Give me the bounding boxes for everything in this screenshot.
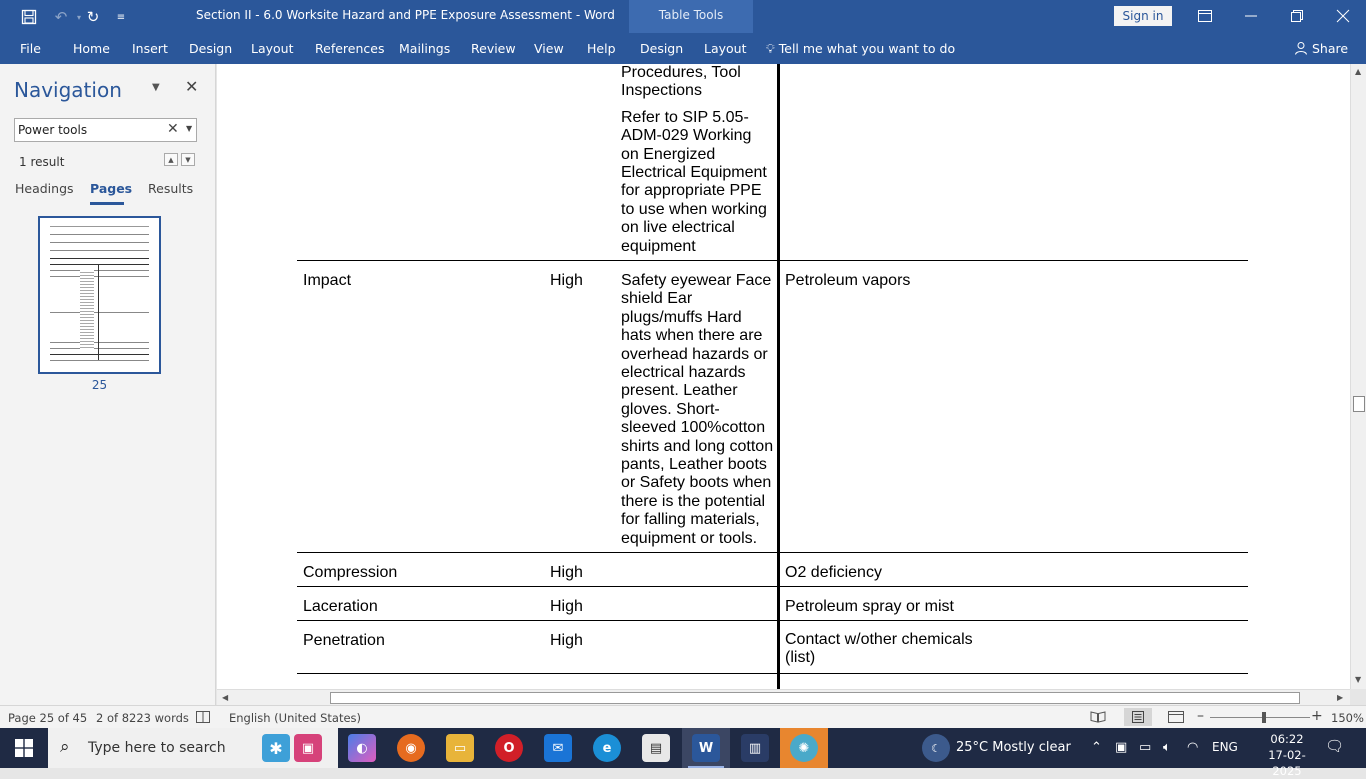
tab-view[interactable]: View [534, 41, 564, 56]
title-bar [0, 0, 1366, 33]
result-count: 1 result [19, 155, 65, 169]
navigation-pane [0, 64, 216, 705]
windows-start-icon[interactable] [0, 728, 48, 768]
lightbulb-icon: 💡︎ [766, 41, 775, 56]
scroll-left-icon[interactable]: ◀ [222, 693, 229, 702]
navigation-title: Navigation [14, 78, 122, 102]
close-pane-icon[interactable]: ✕ [185, 77, 199, 96]
table-column-border [777, 64, 780, 689]
volume-icon[interactable]: 🔈︎ [1163, 740, 1171, 755]
taskbar-search-box[interactable] [48, 728, 338, 768]
puzzle-widget-icon[interactable]: ✱ [262, 734, 290, 762]
input-language[interactable]: ENG [1212, 740, 1238, 754]
ppe-line: on live electrical [621, 219, 735, 237]
remote-desktop-icon[interactable]: ▥ [741, 734, 769, 762]
active-tab-indicator [90, 202, 124, 205]
chevron-down-icon[interactable]: ▼ [152, 82, 160, 93]
navigation-search-box[interactable] [14, 118, 197, 142]
ppe-line: for falling materials, [621, 511, 760, 529]
next-result-icon[interactable]: ▼ [181, 153, 195, 166]
exposure-cell [785, 631, 973, 668]
exposure-line: Contact w/other chemicals [785, 631, 973, 648]
search-options-dropdown-icon[interactable]: ▼ [186, 124, 193, 133]
ppe-line: hats when there are [621, 327, 763, 345]
ppe-line: present. Leather [621, 382, 738, 400]
redo-icon[interactable]: ↻ [86, 8, 100, 26]
ppe-line: on Energized [621, 145, 716, 163]
zoom-slider-track[interactable] [1210, 717, 1310, 718]
person-icon [1294, 41, 1308, 55]
ppe-line: to use when working [621, 200, 767, 218]
ppe-line: equipment or tools. [621, 529, 758, 547]
rating-cell: High [550, 598, 583, 615]
weather-text[interactable]: 25°C Mostly clear [956, 740, 1071, 755]
tab-layout[interactable]: Layout [251, 41, 294, 56]
word-icon[interactable]: W [692, 734, 720, 762]
ppe-line: shield Ear [621, 290, 693, 308]
search-icon: ⌕ [60, 737, 70, 757]
exposure-line: (list) [785, 649, 816, 667]
exposure-cell: Petroleum vapors [785, 272, 911, 289]
table-tools-label: Table Tools [658, 8, 724, 22]
document-area[interactable] [217, 64, 1350, 689]
hazard-cell: Compression [303, 564, 398, 581]
hazard-cell: Penetration [303, 632, 385, 649]
ppe-line: ADM-029 Working [621, 127, 752, 145]
game-app-icon[interactable]: ✺ [790, 734, 818, 762]
ppe-line: Safety eyewear Face [621, 272, 772, 289]
photos-widget-icon[interactable]: ▣ [294, 734, 322, 762]
ppe-line: overhead hazards or [621, 345, 768, 363]
undo-icon[interactable]: ↶ [54, 8, 68, 26]
system-clock[interactable] [1262, 731, 1312, 779]
document-page [217, 64, 1350, 689]
vertical-scroll-thumb[interactable] [1353, 396, 1365, 412]
zoom-in-icon[interactable]: + [1311, 708, 1323, 724]
active-app-indicator [688, 766, 724, 768]
thumbnail-page-number: 25 [91, 378, 108, 392]
thumbnail-content [50, 224, 149, 366]
weather-icon[interactable]: ☾ [922, 734, 950, 762]
web-layout-icon[interactable] [1168, 711, 1184, 726]
ppe-line: there is the potential [621, 492, 766, 510]
file-explorer-icon[interactable]: ▭ [446, 734, 474, 762]
language-indicator[interactable]: English (United States) [229, 711, 362, 725]
clock-time: 06:22 [1270, 732, 1304, 746]
wifi-icon[interactable]: ◠ [1187, 740, 1199, 755]
hazard-cell: Laceration [303, 598, 378, 615]
ppe-cell-continued [621, 64, 767, 256]
tab-help[interactable]: Help [587, 41, 616, 56]
ppe-line: shirts and long cotton [621, 437, 774, 455]
nav-tab-pages[interactable]: Pages [90, 181, 133, 196]
sign-in-button[interactable]: Sign in [1114, 6, 1172, 26]
notifications-icon[interactable]: 🗨︎ [1325, 737, 1345, 755]
tab-review[interactable]: Review [471, 41, 516, 56]
clock-date: 17-02-2025 [1268, 748, 1306, 778]
ppe-line: Electrical Equipment [621, 164, 767, 182]
zoom-slider-knob[interactable] [1262, 712, 1266, 723]
mail-icon[interactable]: ✉ [544, 734, 572, 762]
copilot-icon[interactable]: ◐ [348, 734, 376, 762]
page-indicator[interactable]: Page 25 of 45 [8, 711, 88, 725]
horizontal-scrollbar[interactable] [217, 689, 1350, 705]
taskbar [0, 728, 1366, 778]
battery-icon[interactable]: ▭ [1139, 740, 1152, 755]
rating-cell: High [550, 632, 583, 649]
restore-icon[interactable] [1274, 0, 1320, 32]
minimize-icon[interactable] [1228, 0, 1274, 32]
share-label: Share [1311, 41, 1349, 56]
word-count[interactable]: 2 of 8223 words [96, 711, 189, 725]
table-row-border [297, 673, 1248, 674]
ppe-line: electrical hazards [621, 364, 746, 382]
tab-file[interactable]: File [20, 41, 41, 56]
tab-home[interactable]: Home [73, 41, 110, 56]
ppe-line: or Safety boots when [621, 474, 772, 492]
hazard-cell: Impact [303, 272, 352, 289]
status-bar [0, 705, 1366, 728]
ppe-line: Inspections [621, 82, 702, 100]
previous-result-icon[interactable]: ▲ [164, 153, 178, 166]
page-thumbnail[interactable] [38, 216, 161, 374]
tab-table-layout[interactable]: Layout [704, 41, 747, 56]
horizontal-scroll-thumb[interactable] [330, 692, 1300, 704]
table-row-border [297, 260, 1248, 261]
ppe-line: Procedures, Tool [621, 64, 741, 81]
tab-references[interactable]: References [315, 41, 385, 56]
tab-design[interactable]: Design [189, 41, 233, 56]
ribbon-display-options-icon[interactable] [1182, 0, 1228, 32]
tab-insert[interactable]: Insert [132, 41, 168, 56]
vertical-scrollbar[interactable] [1350, 64, 1366, 689]
ppe-line: pants, Leather boots [621, 456, 767, 474]
ppe-line: Refer to SIP 5.05- [621, 108, 749, 126]
taskbar-search-placeholder: Type here to search [88, 740, 226, 756]
ppe-line: sleeved 100%cotton [621, 419, 766, 437]
exposure-cell: Petroleum spray or mist [785, 598, 954, 615]
calculator-app-icon[interactable]: ▤ [642, 734, 670, 762]
ppe-line: gloves. Short- [621, 400, 720, 418]
navigation-search-input[interactable] [18, 122, 158, 138]
table-row-border [297, 586, 1248, 587]
zoom-out-icon[interactable]: – [1197, 708, 1204, 724]
rating-cell: High [550, 272, 583, 289]
print-layout-icon[interactable] [1124, 708, 1152, 726]
clear-search-icon[interactable]: ✕ [167, 121, 179, 137]
edge-icon[interactable]: e [593, 734, 621, 762]
exposure-cell: O2 deficiency [785, 564, 882, 581]
read-mode-icon[interactable] [1090, 711, 1106, 726]
ppe-cell [621, 272, 773, 548]
proofing-icon[interactable] [196, 711, 210, 726]
zoom-level[interactable]: 150% [1331, 711, 1364, 725]
table-row-border [297, 620, 1248, 621]
show-hidden-icons-icon[interactable]: ⌃ [1091, 740, 1102, 755]
document-title: Section II - 6.0 Worksite Hazard and PPE Exposure Assessment - Word [196, 8, 615, 22]
tab-table-design[interactable]: Design [640, 41, 684, 56]
tell-me-label: Tell me what you want to do [778, 41, 956, 56]
ribbon-tab-bar [0, 33, 1366, 64]
customize-quick-access-icon[interactable]: ≡ [116, 11, 126, 23]
close-icon[interactable] [1320, 0, 1366, 32]
network-adapter-icon[interactable]: ▣ [1115, 740, 1128, 755]
table-row-border [297, 552, 1248, 553]
save-icon[interactable] [18, 6, 40, 28]
tell-me-search[interactable] [766, 41, 955, 57]
ppe-line: equipment [621, 237, 696, 255]
scroll-up-icon[interactable]: ▲ [1355, 67, 1362, 76]
ppe-line: for appropriate PPE [621, 182, 762, 200]
undo-dropdown-icon[interactable]: ▾ [76, 12, 81, 22]
scroll-right-icon[interactable]: ▶ [1337, 693, 1344, 702]
share-button[interactable] [1294, 41, 1348, 56]
opera-icon[interactable]: O [495, 734, 523, 762]
nav-tab-headings[interactable]: Headings [15, 181, 74, 196]
scroll-down-icon[interactable]: ▼ [1355, 675, 1362, 684]
ppe-line: plugs/muffs Hard [621, 308, 742, 326]
rating-cell: High [550, 564, 583, 581]
tab-mailings[interactable]: Mailings [399, 41, 451, 56]
firefox-icon[interactable]: ◉ [397, 734, 425, 762]
nav-tab-results[interactable]: Results [148, 181, 194, 196]
